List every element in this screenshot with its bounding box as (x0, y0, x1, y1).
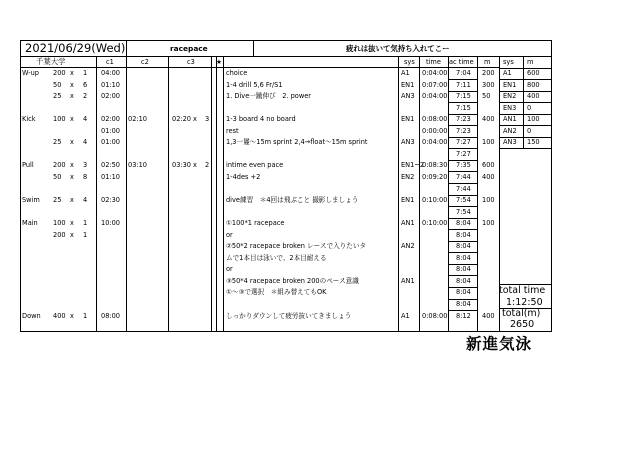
ac-row-line (448, 287, 477, 288)
col-c3: c3 (187, 58, 195, 66)
cell-sys: AN3 (401, 138, 415, 147)
cell-m: 400 (482, 172, 495, 181)
cell-desc: 1-4des +2 (226, 172, 261, 181)
cell-reps: 1 (83, 219, 88, 228)
cell-m: 100 (482, 219, 495, 228)
cell-sys: EN1~2 (401, 161, 425, 170)
motto-text: 疲れは抜いて気持ち入れてこー (346, 44, 450, 53)
summary-row-line (499, 68, 551, 69)
cell-ac: 7:23 (456, 126, 471, 135)
col-line-c1 (96, 56, 97, 331)
cell-desc: 1. Dive一蹴伸び 2. power (226, 92, 311, 101)
cell-c3: 02:20 (172, 115, 192, 124)
summary-sys: AN1 (503, 115, 517, 124)
cell-time: 0:08:30 (422, 161, 448, 170)
ac-row-line (448, 310, 477, 311)
cell-cat: Main (22, 219, 38, 228)
col-line-c2 (126, 56, 127, 331)
cell-x: x (70, 115, 74, 124)
cell-desc: rest (226, 126, 239, 135)
cell-reps: 1 (83, 69, 88, 77)
cell-c2: 02:10 (128, 115, 148, 124)
cell-x: x (70, 230, 74, 239)
cell-dist: 200 (53, 230, 66, 239)
cell-dist: 100 (53, 219, 66, 228)
cell-x2: x (193, 161, 197, 170)
cell-x: x (70, 196, 74, 205)
ac-row-line (448, 114, 477, 115)
team-logo: 新進気泳 (466, 334, 533, 353)
cell-ac: 7:23 (456, 115, 471, 124)
cell-reps: 1 (83, 311, 88, 320)
cell-desc: choice (226, 69, 248, 77)
cell-desc: or (226, 265, 233, 274)
col-time: time (426, 58, 441, 66)
ac-row-line (448, 275, 477, 276)
col-c2: c2 (141, 58, 149, 66)
summary-m: 400 (527, 92, 540, 101)
cell-x: x (70, 92, 74, 101)
cell-ac: 8:04 (456, 265, 471, 274)
ac-row-line (448, 160, 477, 161)
cell-time: 0:00:00 (422, 126, 448, 135)
cell-desc: dive練習 ＊4回は飛ぶこと 撮影しましょう (226, 196, 359, 205)
cell-m: 100 (482, 196, 495, 205)
cell-x: x (70, 311, 74, 320)
cell-x: x (70, 219, 74, 228)
ac-row-line (448, 264, 477, 265)
cell-time: 0:04:00 (422, 138, 448, 147)
cell-cat: Pull (22, 161, 34, 170)
cell-m: 100 (482, 138, 495, 147)
team-name: 千葉大学 (36, 57, 66, 66)
cell-desc: 1,3一鬘～15m sprint 2,4→float～15m sprint (226, 138, 368, 147)
col-line-ac (448, 56, 449, 331)
summary-row-line (499, 91, 551, 92)
cell-c1: 02:30 (101, 196, 121, 205)
cell-sys: EN2 (401, 172, 415, 181)
cell-c1: 01:00 (101, 126, 121, 135)
ac-row-line (448, 171, 477, 172)
ac-row-line (448, 218, 477, 219)
summary-row-line (499, 125, 551, 126)
cell-desc: intime even pace (226, 161, 284, 170)
cell-ac: 7:44 (456, 184, 471, 193)
cell-sys: A1 (401, 311, 410, 320)
cell-desc: or (226, 230, 233, 239)
cell-dist: 200 (53, 69, 66, 77)
cell-ac: 7:54 (456, 207, 471, 216)
cell-ac: 8:12 (456, 311, 471, 320)
cell-reps: 3 (83, 161, 88, 170)
ac-row-line (448, 299, 477, 300)
cell-x: x (70, 161, 74, 170)
cell-ac: 7:15 (456, 103, 471, 112)
cell-dist: 25 (53, 196, 62, 205)
cell-x2: x (193, 115, 197, 124)
title-sep-2 (253, 40, 254, 56)
cell-ac: 8:04 (456, 300, 471, 308)
summary-m: 100 (527, 115, 540, 124)
cell-ac: 8:04 (456, 253, 471, 262)
cell-dist: 50 (53, 80, 62, 89)
cell-dist: 400 (53, 311, 66, 320)
col-line-desc (223, 56, 224, 331)
cell-desc: しっかりダウンして疲労抜いてきましょう (226, 311, 352, 320)
summary-m: 600 (527, 69, 540, 77)
ac-row-line (448, 206, 477, 207)
summary-m: 0 (527, 126, 532, 135)
col-m: m (484, 58, 491, 66)
cell-ac: 7:15 (456, 92, 471, 101)
col-line-summary (499, 56, 500, 331)
cell-dist: 50 (53, 172, 62, 181)
col-sys: sys (404, 58, 415, 66)
cell-cat: W-up (22, 69, 39, 77)
summary-sys: A1 (503, 69, 512, 77)
cell-sys: AN3 (401, 92, 415, 101)
cell-c1: 04:00 (101, 69, 121, 77)
cell-c2: 03:10 (128, 161, 148, 170)
summary-sys: EN1 (503, 80, 517, 89)
cell-ac: 7:44 (456, 172, 471, 181)
cell-time: 0:10:00 (422, 196, 448, 205)
cell-ac: 7:27 (456, 138, 471, 147)
cell-c1: 01:10 (101, 172, 121, 181)
summary-m: 800 (527, 80, 540, 89)
total-time-top (499, 284, 551, 285)
cell-ac: 7:04 (456, 69, 471, 77)
frame-right (551, 40, 552, 331)
summary-col-sys: sys (503, 58, 514, 66)
cell-desc: 1-4 drill 5,6 Fr/S1 (226, 80, 283, 89)
cell-m: 50 (482, 92, 491, 101)
summary-sys: EN2 (503, 92, 517, 101)
cell-m: 600 (482, 161, 495, 170)
cell-ac: 8:04 (456, 242, 471, 251)
cell-sys: EN1 (401, 80, 415, 89)
cell-c1: 02:00 (101, 115, 121, 124)
cell-ac: 8:04 (456, 230, 471, 239)
summary-row-line (499, 148, 551, 149)
cell-c1: 01:00 (101, 138, 121, 147)
cell-time: 0:09:20 (422, 172, 448, 181)
summary-col-m: m (527, 58, 534, 66)
col-star: ★ (216, 58, 222, 66)
ac-row-line (448, 252, 477, 253)
cell-ac: 7:11 (456, 80, 471, 89)
cell-ac: 7:54 (456, 196, 471, 205)
cell-m: 400 (482, 115, 495, 124)
cell-x: x (70, 138, 74, 147)
ac-row-line (448, 229, 477, 230)
total-m-value: 2650 (510, 319, 535, 330)
cell-desc: ③50*4 racepace broken 200のペース意識 (226, 276, 359, 285)
ac-row-line (448, 91, 477, 92)
cell-ac: 8:04 (456, 276, 471, 285)
cell-c3: 03:30 (172, 161, 192, 170)
summary-sys: AN2 (503, 126, 517, 135)
col-line-m (477, 56, 478, 331)
cell-desc: ②50*2 racepace broken レースで入りたいタ (226, 242, 367, 251)
cell-sys: A1 (401, 69, 410, 77)
ac-row-line (448, 195, 477, 196)
date-title: 2021/06/29(Wed) (25, 41, 126, 55)
summary-sys: AN3 (503, 138, 517, 147)
cell-time: 0:04:00 (422, 69, 448, 77)
cell-reps: 4 (83, 138, 88, 147)
col-ac-time: ac time (449, 58, 474, 66)
cell-time: 0:10:00 (422, 219, 448, 228)
cell-sys: EN1 (401, 115, 415, 124)
col-line-c3 (168, 56, 169, 331)
cell-dist: 100 (53, 115, 66, 124)
cell-c1: 02:00 (101, 92, 121, 101)
cell-c1: 01:10 (101, 80, 121, 89)
summary-m: 150 (527, 138, 540, 147)
col-line-star-m (216, 56, 217, 331)
cell-cat: Swim (22, 196, 40, 205)
cell-reps2: 3 (205, 115, 210, 124)
cell-m: 200 (482, 69, 495, 77)
title-sep-1 (126, 40, 127, 56)
cell-cat: Kick (22, 115, 36, 124)
cell-desc: 1-3 board 4 no board (226, 115, 296, 124)
cell-x: x (70, 80, 74, 89)
col-line-sys (398, 56, 399, 331)
total-m-top (499, 308, 551, 309)
summary-row-line (499, 102, 551, 103)
ac-row-line (448, 183, 477, 184)
cell-x: x (70, 172, 74, 181)
summary-row-line (499, 79, 551, 80)
cell-dist: 25 (53, 138, 62, 147)
ac-row-line (448, 102, 477, 103)
cell-reps: 1 (83, 230, 88, 239)
set-title: racepace (170, 44, 208, 53)
summary-row-line (499, 137, 551, 138)
ac-row-line (448, 148, 477, 149)
col-line-star-l (211, 56, 212, 331)
cell-x: x (70, 69, 74, 77)
summary-sys: EN3 (503, 103, 517, 112)
frame-bottom (20, 331, 552, 332)
cell-c1: 08:00 (101, 311, 121, 320)
total-m-label: total(m) (502, 308, 541, 319)
cell-m: 400 (482, 311, 495, 320)
cell-reps: 6 (83, 80, 88, 89)
cell-reps: 8 (83, 172, 88, 181)
frame-left (20, 40, 21, 331)
cell-sys: EN1 (401, 196, 415, 205)
cell-ac: 8:04 (456, 288, 471, 297)
header-divider (20, 56, 552, 57)
cell-sys: AN2 (401, 242, 415, 251)
cell-c1: 10:00 (101, 219, 121, 228)
ac-row-line (448, 137, 477, 138)
cell-c1: 02:50 (101, 161, 121, 170)
cell-dist: 25 (53, 92, 62, 101)
cell-time: 0:08:00 (422, 115, 448, 124)
col-line-time (419, 56, 420, 331)
cell-reps: 4 (83, 115, 88, 124)
summary-row-line (499, 114, 551, 115)
ac-row-line (448, 79, 477, 80)
cell-ac: 7:35 (456, 161, 471, 170)
total-time-value: 1:12:50 (506, 297, 543, 308)
summary-m: 0 (527, 103, 532, 112)
cell-cat: Down (22, 311, 41, 320)
cell-reps2: 2 (205, 161, 210, 170)
cell-sys: AN1 (401, 219, 415, 228)
cell-desc: ①100*1 racepace (226, 219, 285, 228)
ac-row-line (448, 125, 477, 126)
cell-time: 0:04:00 (422, 92, 448, 101)
column-header-divider (20, 67, 499, 68)
cell-desc: ①～③で選択 ＊組み替えてもOK (226, 288, 327, 297)
col-c1: c1 (106, 58, 114, 66)
cell-time: 0:07:00 (422, 80, 448, 89)
cell-desc: ムで1本目は泳いで、2本目耐える (226, 253, 327, 262)
cell-dist: 200 (53, 161, 66, 170)
cell-sys: AN1 (401, 276, 415, 285)
cell-reps: 4 (83, 196, 88, 205)
cell-time: 0:08:00 (422, 311, 448, 320)
cell-ac: 8:04 (456, 219, 471, 228)
cell-reps: 2 (83, 92, 88, 101)
frame-top (20, 40, 552, 41)
total-time-label: total time (499, 285, 546, 296)
cell-m: 300 (482, 80, 495, 89)
ac-row-line (448, 241, 477, 242)
cell-ac: 7:27 (456, 149, 471, 158)
